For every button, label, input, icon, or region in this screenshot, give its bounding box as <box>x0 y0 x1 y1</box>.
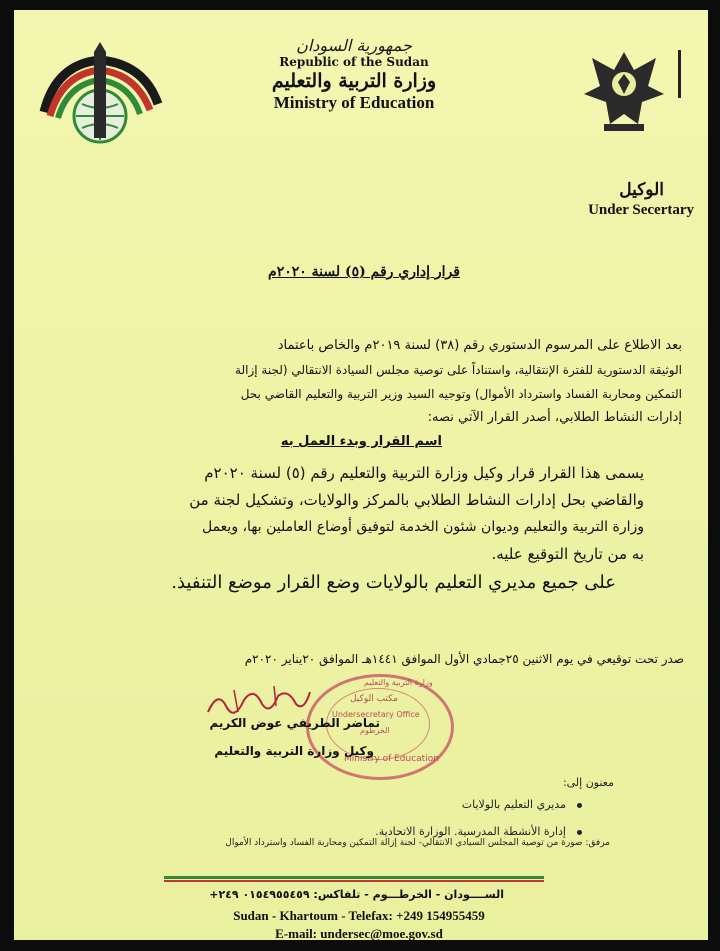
stamp-arabic-bottom: الخرطوم <box>360 726 390 735</box>
footer-address-english: Sudan - Khartoum - Telefax: +249 154955459 <box>233 908 485 923</box>
distribution-heading: معنون إلى: <box>562 776 614 789</box>
body-line: به من تاريخ التوقيع عليه. <box>491 545 644 563</box>
header-titles <box>254 36 454 113</box>
stamp-ring-arabic: وزارة التربية والتعليم <box>364 678 433 687</box>
republic-arabic: جمهورية السودان <box>296 36 412 55</box>
body-line: يسمى هذا القرار قرار وكيل وزارة التربية والتعليم رقم (٥) لسنة ٢٠٢٠م <box>204 464 644 482</box>
document-page <box>14 10 708 940</box>
ministry-arabic: وزارة التربية والتعليم <box>271 70 437 92</box>
list-item: مديري التعليم بالولايات <box>334 798 582 811</box>
stamp-english-office: Undersecretary Office <box>332 710 420 719</box>
stamp-top-text: مكتب الوكيل <box>350 694 398 704</box>
state-emblem <box>582 44 666 134</box>
signatory-name: تماضر الطريفي عوض الكريم <box>209 716 380 730</box>
ministry-logo <box>36 42 166 152</box>
footer-stripe-green <box>164 876 544 879</box>
preamble-line: إدارات النشاط الطلابي، أصدر القرار الآتي نصه: <box>427 410 682 425</box>
office-arabic: الوكيل <box>619 180 664 200</box>
body-line: وزارة التربية والتعليم وديوان شئون الخدمة لتوفيق أوضاع العاملين بها، ويعمل <box>201 519 644 535</box>
body-line: والقاضي بحل إدارات النشاط الطلابي بالمركز والولايات، وتشكيل لجنة من <box>189 491 644 509</box>
republic-english: Republic of the Sudan <box>279 55 429 69</box>
footer-email: E-mail: undersec@moe.gov.sd <box>275 926 443 940</box>
handwritten-line: على جميع مديري التعليم بالولايات وضع القرار موضع التنفيذ. <box>171 572 616 593</box>
section-heading: اسم القرار وبدء العمل به <box>280 434 442 449</box>
list-item: إدارة الأنشطة المدرسية. الوزارة الاتحادية. <box>334 825 582 838</box>
preamble <box>126 334 682 430</box>
preamble-line: بعد الاطلاع على المرسوم الدستوري رقم (٣٨) لسنة ٢٠١٩م والخاص باعتماد <box>277 338 682 353</box>
decision-title: قرار إداري رقم (٥) لسنة ٢٠٢٠م <box>268 264 460 280</box>
preamble-line: الوثيقة الدستورية للفترة الإنتقالية، واستناداً على توصية مجلس السيادة الانتقالي (لجنة إزالة <box>235 363 682 377</box>
issued-line: صدر تحت توقيعي في يوم الاثنين ٢٥جمادي الأول الموافق ١٤٤١هـ الموافق ٢٠يناير ٢٠٢٠م <box>244 652 684 666</box>
margin-mark <box>678 50 681 98</box>
ministry-english: Ministry of Education <box>273 93 435 112</box>
footer-stripe-red <box>164 880 544 882</box>
stamp-ring-english: Ministry of Education <box>344 754 439 764</box>
office-english: Under Secertary <box>588 202 694 218</box>
attachment-note: مرفق: صورة من توصية المجلس السيادي الانتقالي- لجنة إزالة التمكين ومحاربة الفساد واسترداد الأموال <box>225 838 610 848</box>
footer-address-arabic: الســــودان - الخرطـــوم - تلفاكس: ٠١٥٤٩٥٥٤٥٩ ٢٤٩+ <box>209 888 504 901</box>
decision-body <box>84 460 644 568</box>
preamble-line: التمكين ومحاربة الفساد واسترداد الأموال) وتوجيه السيد وزير التربية والتعليم القاضي بحل <box>240 387 682 401</box>
signatory-title: وكيل وزارة التربية والتعليم <box>214 744 374 758</box>
